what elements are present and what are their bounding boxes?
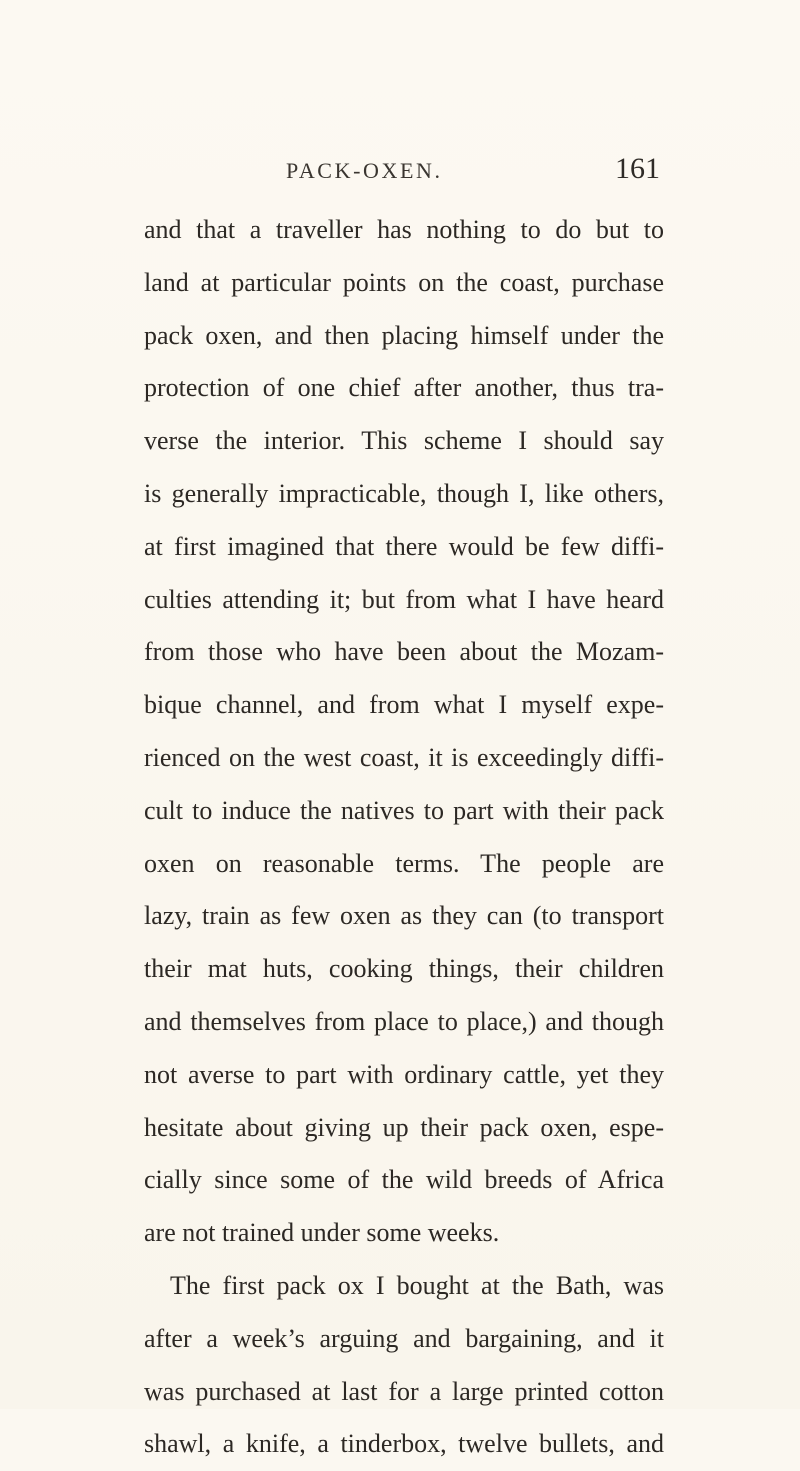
text-line: not averse to part with ordinary cattle, yet they	[144, 1059, 664, 1089]
text-line: rienced on the west coast, it is exceedingly diffi-	[144, 742, 664, 772]
running-title: PACK-OXEN.	[286, 158, 443, 183]
text-line: after a week’s arguing and bargaining, and it	[144, 1323, 664, 1353]
running-head	[0, 152, 800, 198]
text-line: land at particular points on the coast, purchase	[144, 267, 664, 297]
text-line: at first imagined that there would be few diffi-	[144, 531, 664, 561]
text-line: lazy, train as few oxen as they can (to transport	[144, 901, 664, 931]
page-number: 161	[615, 152, 660, 185]
text-line: bique channel, and from what I myself expe-	[144, 690, 664, 720]
text-line: culties attending it; but from what I have heard	[144, 584, 664, 614]
text-line: shawl, a knife, a tinderbox, twelve bullets, and	[144, 1429, 664, 1459]
text-line: their mat huts, cooking things, their children	[144, 954, 664, 984]
text-line: cially since some of the wild breeds of Africa	[144, 1165, 664, 1195]
text-line: is generally impracticable, though I, like others,	[144, 478, 664, 508]
text-line: The first pack ox I bought at the Bath, was	[170, 1270, 664, 1300]
text-line: pack oxen, and then placing himself under the	[144, 320, 664, 350]
text-line: hesitate about giving up their pack oxen, espe-	[144, 1112, 664, 1142]
text-line: protection of one chief after another, thus tra-	[144, 373, 664, 403]
text-line: verse the interior. This scheme I should say	[144, 426, 664, 456]
text-line: are not trained under some weeks.	[144, 1218, 500, 1248]
text-line: and that a traveller has nothing to do but to	[144, 215, 664, 244]
text-line: oxen on reasonable terms. The people are	[144, 848, 664, 878]
text-line: was purchased at last for a large printed cotton	[144, 1376, 664, 1406]
text-line: from those who have been about the Mozam-	[144, 637, 664, 667]
body-text	[144, 204, 664, 1471]
text-line: and themselves from place to place,) and though	[144, 1006, 664, 1036]
text-line: cult to induce the natives to part with their pack	[144, 795, 664, 825]
